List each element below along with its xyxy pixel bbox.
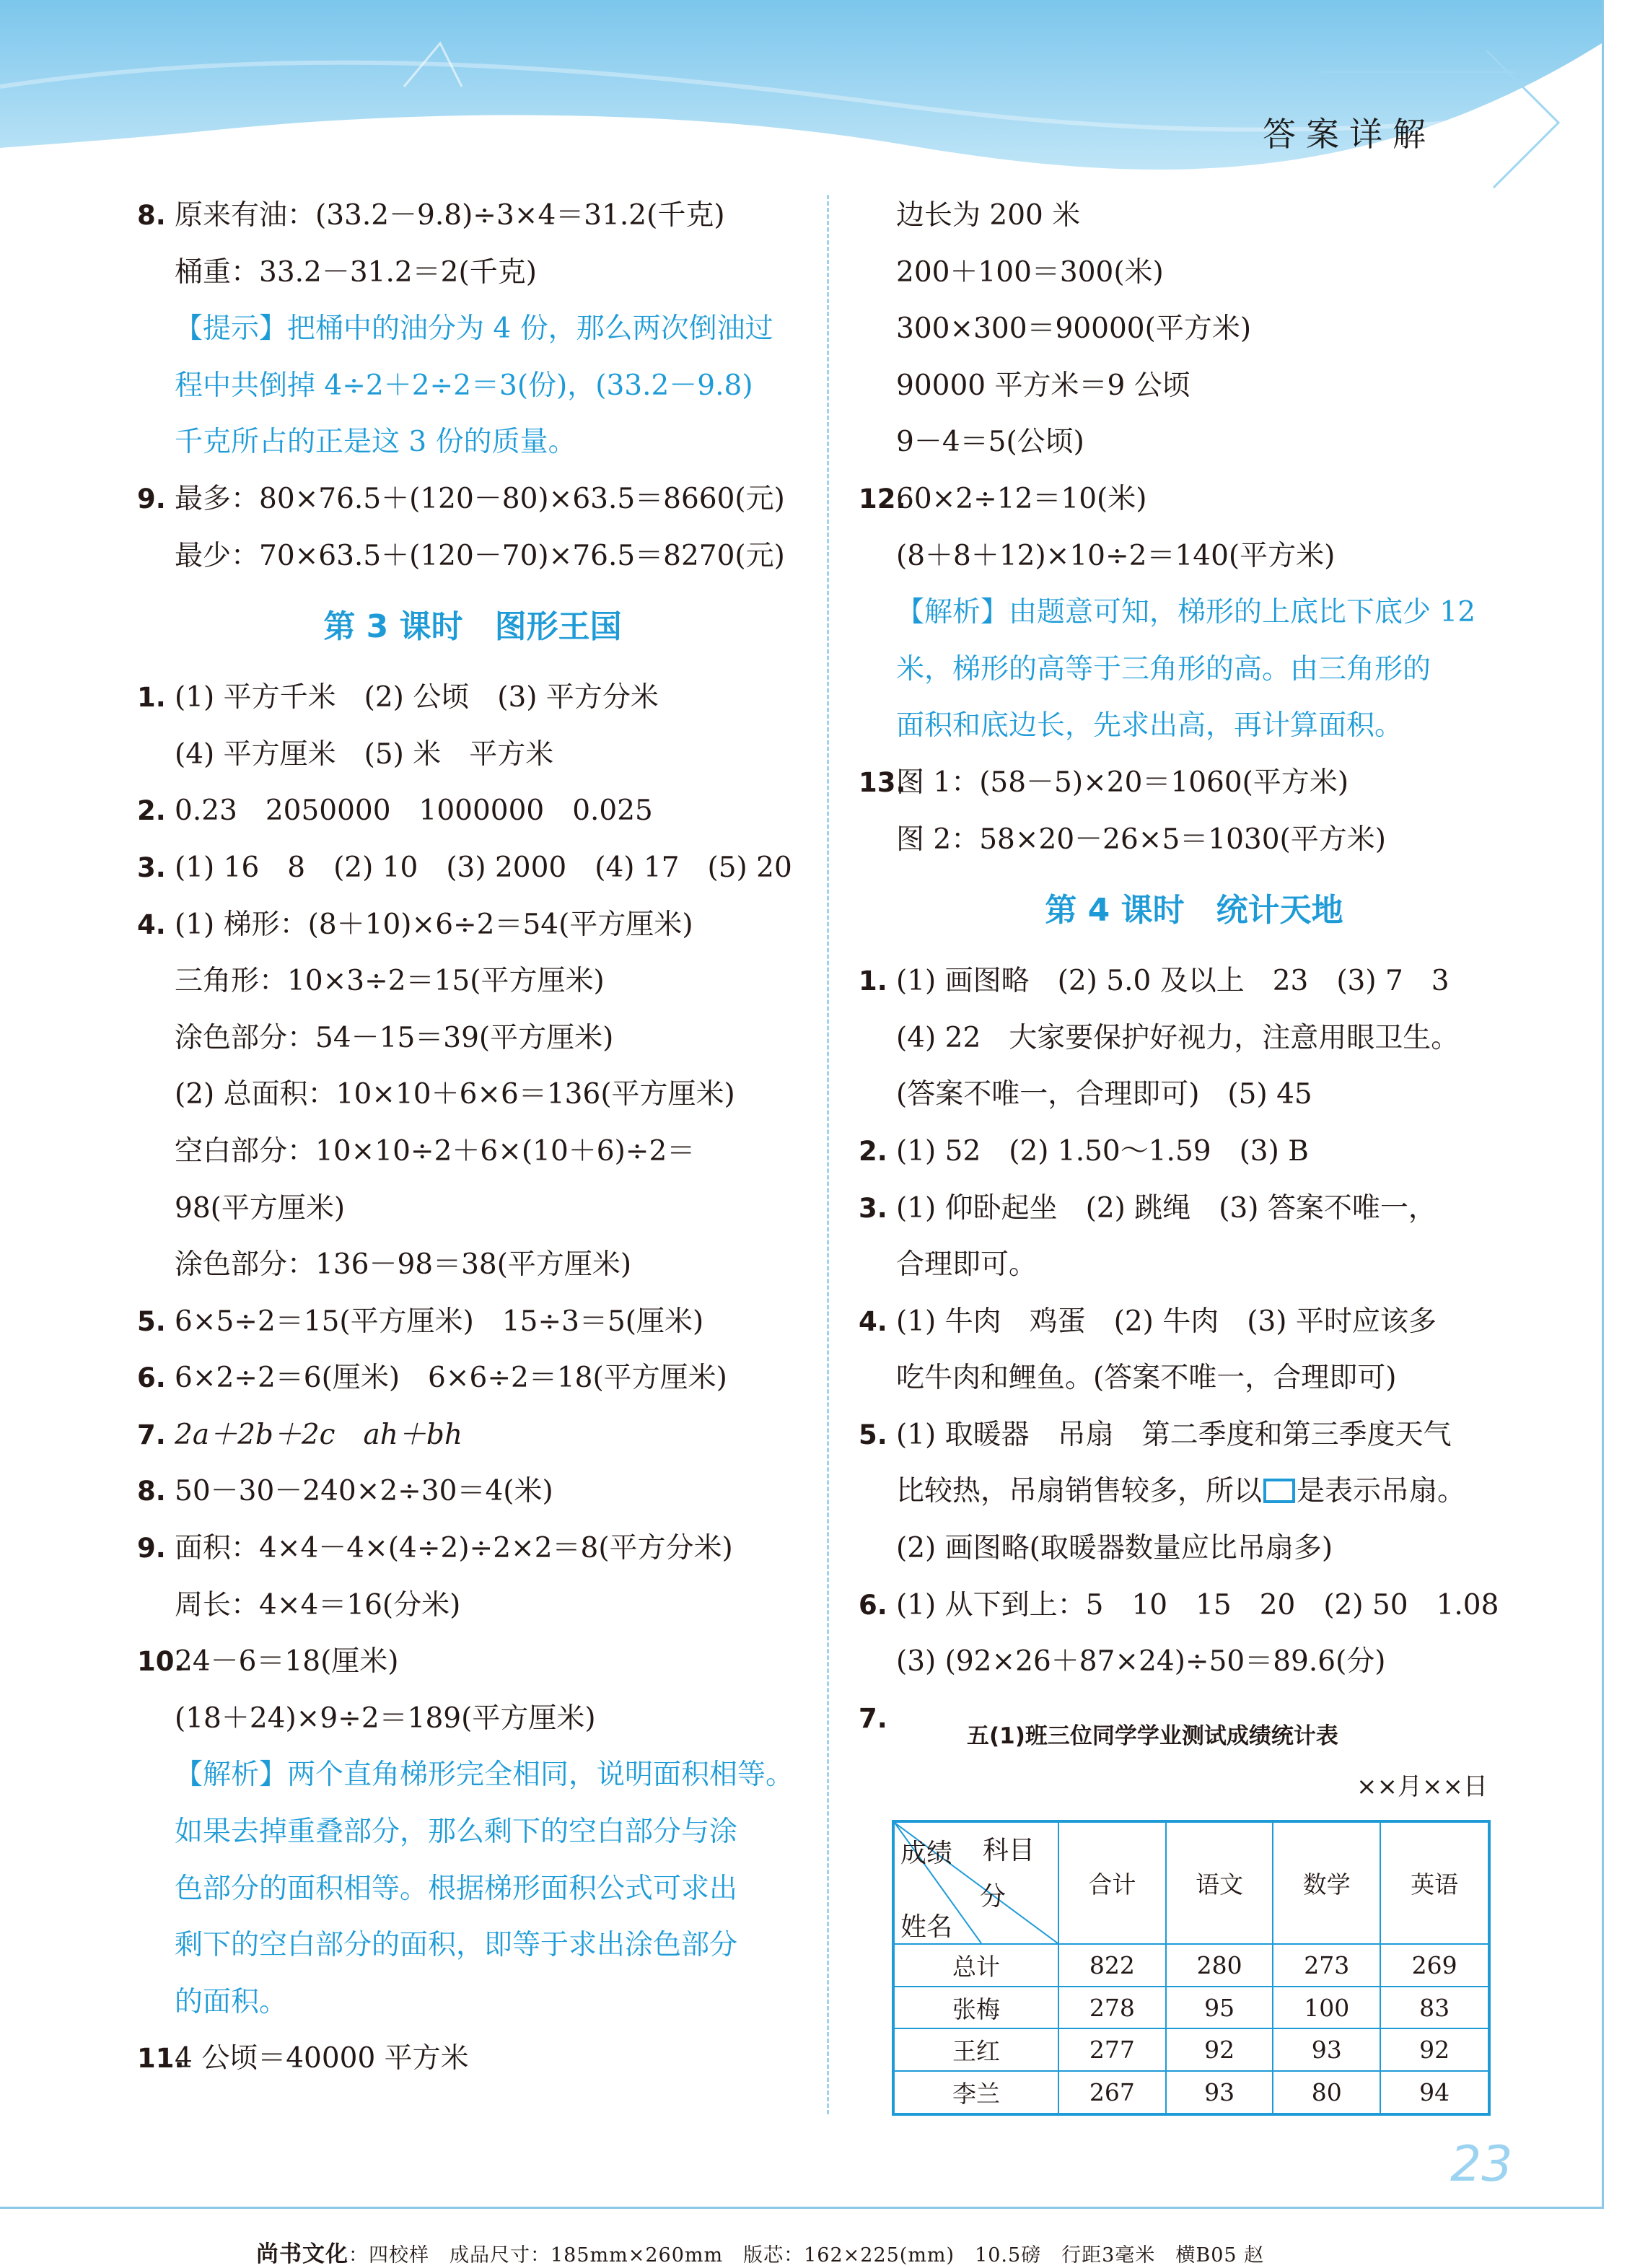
answer-text: 60×2÷12＝10(米) xyxy=(896,482,1147,515)
table-row xyxy=(893,1987,1489,2029)
hint-line xyxy=(137,1804,808,1861)
answer-line xyxy=(137,953,808,1010)
hint-text: 【提示】把桶中的油分为 4 份，那么两次倒油过 xyxy=(175,312,773,346)
answer-line xyxy=(859,1294,1530,1351)
table-cell: 267 xyxy=(1058,2071,1166,2114)
answer-line xyxy=(137,528,808,585)
answer-line xyxy=(137,1634,808,1691)
hint-line xyxy=(137,1917,808,1974)
item-number: 8. xyxy=(137,200,166,231)
answer-text: (18＋24)×9÷2＝189(平方厘米) xyxy=(175,1702,596,1735)
footer-brand: 尚书文化 xyxy=(256,2241,348,2267)
answer-text: 图 1：(58－5)×20＝1060(平方米) xyxy=(896,766,1349,799)
answer-text: 4 公顷＝40000 平方米 xyxy=(175,2042,469,2075)
corner-subject: 科目 xyxy=(983,1836,1035,1865)
item-number: 9. xyxy=(137,1533,166,1564)
answer-line xyxy=(137,1294,808,1351)
section-heading: 第 3 课时 图形王国 xyxy=(323,608,622,646)
hint-line xyxy=(859,642,1530,699)
answer-text: (1) 仰卧起坐 (2) 跳绳 (3) 答案不唯一， xyxy=(896,1191,1437,1225)
answer-text: (1) 从下到上：5 10 15 20 (2) 50 1.08 xyxy=(896,1588,1499,1621)
answer-text: (4) 平方厘米 (5) 米 平方米 xyxy=(175,737,554,771)
table-cell: 277 xyxy=(1058,2028,1166,2071)
table-date: ××月××日 xyxy=(1356,1772,1488,1801)
answer-line xyxy=(859,1010,1530,1067)
answer-line xyxy=(859,1463,1530,1520)
answer-text: (1) 52 (2) 1.50～1.59 (3) B xyxy=(896,1134,1309,1168)
item-number: 9. xyxy=(137,483,166,515)
row-name: 张梅 xyxy=(893,1987,1058,2029)
diagonal-header-cell xyxy=(893,1821,1058,1944)
answer-line xyxy=(137,1577,808,1634)
table-cell: 93 xyxy=(1166,2071,1273,2114)
answer-text: (1) 牛肉 鸡蛋 (2) 牛肉 (3) 平时应该多 xyxy=(896,1305,1437,1338)
footer-spec: ：四校样 成品尺寸：185mm×260mm 版芯：162×225(mm) 10.5磅 行距3毫米 横B05 赵 xyxy=(348,2244,1265,2267)
answer-text: 最多：80×76.5＋(120－80)×63.5＝8660(元) xyxy=(175,482,785,515)
column-header: 英语 xyxy=(1380,1821,1489,1944)
answer-line xyxy=(137,670,808,727)
hint-line xyxy=(137,1747,808,1804)
answer-line xyxy=(859,358,1530,415)
hint-line xyxy=(137,358,808,415)
column-header: 数学 xyxy=(1273,1821,1380,1944)
answer-text: 桶重：33.2－31.2＝2(千克) xyxy=(175,255,537,289)
table-cell: 280 xyxy=(1166,1944,1273,1987)
hint-line xyxy=(137,301,808,358)
answer-text: (1) 16 8 (2) 10 (3) 2000 (4) 17 (5) 20 xyxy=(175,851,792,884)
answer-line xyxy=(137,1463,808,1520)
answer-line xyxy=(859,1577,1530,1634)
table-row xyxy=(893,2071,1489,2114)
answer-line xyxy=(137,1010,808,1067)
answer-line xyxy=(859,1634,1530,1691)
hint-text: 【解析】由题意可知，梯形的上底比下底少 12 xyxy=(896,596,1476,629)
row-name: 王红 xyxy=(893,2028,1058,2071)
table-row xyxy=(893,1944,1489,1987)
item-number: 12. xyxy=(859,483,906,515)
answer-text-part: 比较热，吊扇销售较多，所以 xyxy=(896,1475,1263,1508)
answer-line xyxy=(137,1181,808,1238)
answer-line xyxy=(137,1124,808,1181)
answer-line xyxy=(859,1124,1530,1181)
answer-line xyxy=(137,1520,808,1577)
item-number: 10. xyxy=(137,1646,185,1678)
answer-line xyxy=(859,755,1530,812)
table-cell: 92 xyxy=(1380,2028,1489,2071)
item-number: 7. xyxy=(137,1419,166,1450)
hint-line xyxy=(137,1974,808,2031)
answer-line xyxy=(137,783,808,840)
table-cell: 92 xyxy=(1166,2028,1273,2071)
answer-line xyxy=(859,1181,1530,1238)
answer-line xyxy=(137,471,808,528)
answer-line xyxy=(859,1520,1530,1577)
answer-text xyxy=(896,1463,1465,1520)
answer-text: 6×5÷2＝15(平方厘米) 15÷3＝5(厘米) xyxy=(175,1305,704,1338)
hint-text: 程中共倒掉 4÷2＋2÷2＝3(份)，(33.2－9.8) xyxy=(175,369,753,402)
table-cell: 100 xyxy=(1273,1987,1380,2029)
hint-text: 剩下的空白部分的面积，即等于求出涂色部分 xyxy=(175,1929,738,1962)
answer-line xyxy=(137,897,808,954)
item-number: 7. xyxy=(859,1702,887,1734)
bottom-frame-line xyxy=(0,2207,1604,2209)
hint-text: 千克所占的正是这 3 份的质量。 xyxy=(175,426,576,459)
answer-line xyxy=(859,953,1530,1010)
table-header-row xyxy=(893,1821,1489,1944)
corner-score-b: 分 xyxy=(980,1882,1007,1912)
answer-line xyxy=(859,1407,1530,1464)
table-cell: 94 xyxy=(1380,2071,1489,2114)
hint-text: 面积和底边长，先求出高，再计算面积。 xyxy=(896,709,1403,743)
table-cell: 80 xyxy=(1273,2071,1380,2114)
answer-line xyxy=(859,245,1530,302)
answer-text: 90000 平方米＝9 公顷 xyxy=(896,369,1190,402)
hint-text: 【解析】两个直角梯形完全相同，说明面积相等。 xyxy=(175,1759,794,1792)
answer-line xyxy=(859,1067,1530,1124)
answer-line xyxy=(859,301,1530,358)
answer-text: (4) 22 大家要保护好视力，注意用眼卫生。 xyxy=(896,1021,1460,1054)
table-cell: 95 xyxy=(1166,1987,1273,2029)
answer-text: (8＋8＋12)×10÷2＝140(平方米) xyxy=(896,539,1336,572)
answer-text: 边长为 200 米 xyxy=(896,199,1081,232)
table-cell: 278 xyxy=(1058,1987,1166,2029)
answer-text: (1) 取暖器 吊扇 第二季度和第三季度天气 xyxy=(896,1418,1452,1451)
item-number: 5. xyxy=(137,1305,166,1337)
corner-score-a: 成绩 xyxy=(900,1839,953,1868)
item-number: 1. xyxy=(859,966,887,997)
answer-line xyxy=(859,188,1530,245)
item-number: 8. xyxy=(137,1476,166,1507)
answer-text: 吃牛肉和鲤鱼。(答案不唯一，合理即可) xyxy=(896,1362,1397,1395)
answer-line xyxy=(859,1350,1530,1407)
right-column xyxy=(859,188,1530,1747)
answer-text: 300×300＝90000(平方米) xyxy=(896,312,1252,346)
hint-text: 的面积。 xyxy=(175,1985,288,2018)
answer-line xyxy=(137,1350,808,1407)
answer-text: 2a＋2b＋2c ah＋bh xyxy=(175,1418,462,1451)
print-spec-footer xyxy=(256,2236,1264,2268)
answer-line xyxy=(859,812,1530,869)
answer-text: 6×2÷2＝6(厘米) 6×6÷2＝18(平方厘米) xyxy=(175,1362,727,1395)
answer-text-part: 是表示吊扇。 xyxy=(1297,1475,1466,1508)
right-frame-line xyxy=(1602,0,1604,2208)
answer-text: (1) 平方千米 (2) 公顷 (3) 平方分米 xyxy=(175,681,659,714)
answer-line xyxy=(859,414,1530,471)
table-cell: 269 xyxy=(1380,1944,1489,1987)
score-table xyxy=(892,1820,1491,2116)
answer-line xyxy=(137,245,808,302)
column-header: 合计 xyxy=(1058,1821,1166,1944)
answer-text: (1) 梯形：(8＋10)×6÷2＝54(平方厘米) xyxy=(175,908,693,941)
table-cell: 273 xyxy=(1273,1944,1380,1987)
table-row xyxy=(893,2028,1489,2071)
answer-text: 空白部分：10×10÷2＋6×(10＋6)÷2＝ xyxy=(175,1134,696,1168)
hint-line xyxy=(137,414,808,471)
item-number: 3. xyxy=(137,851,166,883)
item-number: 6. xyxy=(137,1362,166,1394)
table-title: 五(1)班三位同学学业测试成绩统计表 xyxy=(967,1723,1338,1749)
hint-text: 色部分的面积相等。根据梯形面积公式可求出 xyxy=(175,1872,738,1905)
answer-text: 周长：4×4＝16(分米) xyxy=(175,1588,461,1621)
column-divider xyxy=(827,195,829,2114)
answer-text: 原来有油：(33.2－9.8)÷3×4＝31.2(千克) xyxy=(175,199,725,232)
answer-line xyxy=(137,1067,808,1124)
answer-text: 图 2：58×20－26×5＝1030(平方米) xyxy=(896,823,1386,856)
answer-line xyxy=(137,1691,808,1748)
item-number: 11. xyxy=(137,2043,185,2075)
table-cell: 83 xyxy=(1380,1987,1489,2029)
left-column xyxy=(137,188,808,2088)
answer-text: 24－6＝18(厘米) xyxy=(175,1645,399,1678)
hint-line xyxy=(859,698,1530,755)
answer-text: (1) 画图略 (2) 5.0 及以上 23 (3) 7 3 xyxy=(896,965,1450,998)
answer-text: (2) 总面积：10×10＋6×6＝136(平方厘米) xyxy=(175,1078,735,1111)
header-title: 答案详解 xyxy=(1263,115,1436,154)
answer-text: 三角形：10×3÷2＝15(平方厘米) xyxy=(175,965,605,998)
item-number: 3. xyxy=(859,1192,887,1224)
answer-text: 200＋100＝300(米) xyxy=(896,255,1164,289)
item-number: 2. xyxy=(137,795,166,827)
answer-text: (2) 画图略(取暖器数量应比吊扇多) xyxy=(896,1532,1333,1565)
answer-line xyxy=(859,1237,1530,1294)
table-cell: 93 xyxy=(1273,2028,1380,2071)
answer-text: 最少：70×63.5＋(120－70)×76.5＝8270(元) xyxy=(175,539,785,572)
answer-line xyxy=(137,1237,808,1294)
hint-text: 米，梯形的高等于三角形的高。由三角形的 xyxy=(896,652,1431,686)
answer-line xyxy=(859,528,1530,585)
answer-line xyxy=(859,471,1530,528)
item-number: 2. xyxy=(859,1135,887,1167)
hint-line xyxy=(859,584,1530,642)
answer-text: 9－4＝5(公顷) xyxy=(896,426,1084,459)
hint-text: 如果去掉重叠部分，那么剩下的空白部分与涂 xyxy=(175,1816,738,1849)
item-number: 1. xyxy=(137,682,166,714)
column-header: 语文 xyxy=(1166,1821,1273,1944)
answer-text: 合理即可。 xyxy=(896,1248,1038,1282)
answer-line xyxy=(137,727,808,784)
item-number: 4. xyxy=(859,1305,887,1337)
answer-line xyxy=(137,1407,808,1464)
corner-name: 姓名 xyxy=(900,1912,953,1942)
page-number: 23 xyxy=(1450,2136,1513,2193)
answer-text: 面积：4×4－4×(4÷2)÷2×2＝8(平方分米) xyxy=(175,1532,733,1565)
answer-line xyxy=(137,188,808,245)
answer-text: (答案不唯一，合理即可) (5) 45 xyxy=(896,1078,1312,1111)
answer-text: 98(平方厘米) xyxy=(175,1191,346,1225)
header-wave xyxy=(0,0,1627,202)
answer-text: 50－30－240×2÷30＝4(米) xyxy=(175,1475,553,1508)
answer-text: 涂色部分：136－98＝38(平方厘米) xyxy=(175,1248,632,1282)
answer-line xyxy=(137,2031,808,2088)
answer-text: 涂色部分：54－15＝39(平方厘米) xyxy=(175,1021,614,1054)
table-cell: 822 xyxy=(1058,1944,1166,1987)
answer-line xyxy=(137,840,808,897)
row-name: 李兰 xyxy=(893,2071,1058,2114)
answer-text: (3) (92×26＋87×24)÷50＝89.6(分) xyxy=(896,1645,1386,1678)
section-heading: 第 4 课时 统计天地 xyxy=(1045,892,1343,929)
item-number: 4. xyxy=(137,908,166,940)
legend-box-icon xyxy=(1263,1479,1295,1503)
item-number: 6. xyxy=(859,1589,887,1621)
hint-line xyxy=(137,1861,808,1918)
answer-text: 0.23 2050000 1000000 0.025 xyxy=(175,794,653,828)
row-name: 总计 xyxy=(893,1944,1058,1987)
item-number: 5. xyxy=(859,1419,887,1450)
item-number: 13. xyxy=(859,766,906,798)
